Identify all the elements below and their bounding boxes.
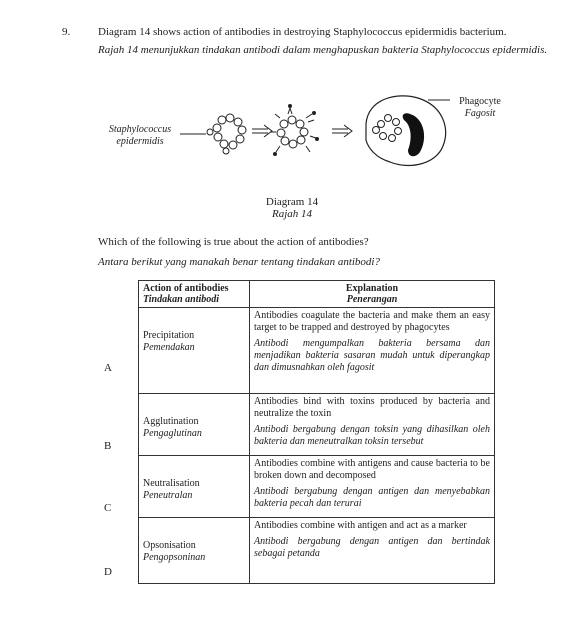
question-prompt-ms: Antara berikut yang manakah benar tentang tindakan antibodi? <box>98 256 380 268</box>
bacterium-with-antibodies-icon <box>270 105 319 156</box>
header-action: Action of antibodies Tindakan antibodi <box>139 281 250 308</box>
explanation-cell: Antibodies coagulate the bacteria and make them an easy target to be trapped and destroyed by phagocytes Antibodi mengumpalkan bakteria bersama dan menjadikan bakteria sasaran mudah untuk diperangkap dan dimusnahkan oleh fagosit <box>250 308 495 394</box>
question-prompt-en: Which of the following is true about the action of antibodies? <box>98 236 369 248</box>
action-cell: Opsonisation Pengopsoninan <box>139 518 250 584</box>
explanation-cell: Antibodies combine with antigen and act as a marker Antibodi bergabung dengan antigen dan bertindak sebagai petanda <box>250 518 495 584</box>
header-explanation: Explanation Penerangan <box>250 281 495 308</box>
table-row[interactable] <box>139 456 495 518</box>
option-letter-a[interactable]: A <box>104 362 112 374</box>
option-letter-c[interactable]: C <box>104 502 112 514</box>
table-row[interactable] <box>139 394 495 456</box>
table-row[interactable] <box>139 518 495 584</box>
options-table <box>138 280 495 584</box>
explanation-cell: Antibodies combine with antigens and cause bacteria to be broken down and decomposed Antibodi bergabung dengan antigen dan menyebabkan bakteria pecah dan terurai <box>250 456 495 518</box>
phagocyte-icon <box>366 96 446 166</box>
option-letter-d[interactable]: D <box>104 566 112 578</box>
question-number: 9. <box>62 26 71 38</box>
label-phagocyte: Phagocyte Fagosit <box>459 96 501 119</box>
question-intro-en: Diagram 14 shows action of antibodies in destroying Staphylococcus epidermidis bacterium. <box>98 26 507 38</box>
action-cell: Precipitation Pemendakan <box>139 308 250 394</box>
question-intro-ms: Rajah 14 menunjukkan tindakan antibodi dalam menghapuskan bakteria Staphylococcus epidermidis. <box>98 44 548 56</box>
table-row[interactable] <box>139 308 495 394</box>
table-header-row <box>139 281 495 308</box>
explanation-cell: Antibodies bind with toxins produced by bacteria and neutralize the toxin Antibodi bergabung dengan toksin yang dihasilkan oleh bakteria dan meneutralkan toksin tersebut <box>250 394 495 456</box>
option-letter-b[interactable]: B <box>104 440 112 452</box>
action-cell: Neutralisation Peneutralan <box>139 456 250 518</box>
arrow-icon <box>332 125 352 137</box>
bacterium-icon <box>207 114 246 154</box>
action-cell: Agglutination Pengaglutinan <box>139 394 250 456</box>
arrow-icon <box>252 125 272 137</box>
label-staphylococcus: Staphylococcus epidermidis <box>108 124 172 147</box>
diagram-caption: Diagram 14 Rajah 14 <box>265 196 319 220</box>
